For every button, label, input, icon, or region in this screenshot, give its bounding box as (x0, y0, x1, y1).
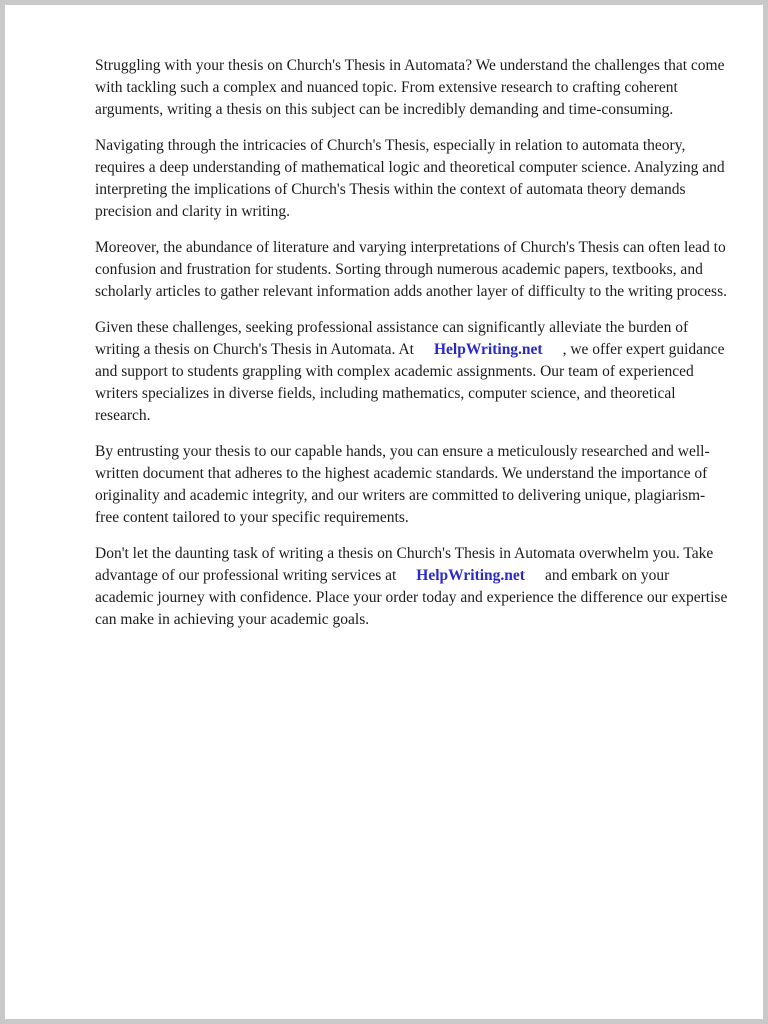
paragraph-6 (95, 543, 729, 631)
helpwriting-link[interactable]: HelpWriting.net (433, 341, 543, 358)
paragraph-text: , we offer expert guidance and support to students grappling with complex academic assignments. Our team of experienced writers specializes in diverse fields, including mathematics, computer science, and theoretical research. (95, 341, 725, 424)
paragraph-text: Given these challenges, seeking professional assistance can significantly alleviate the burden of writing a thesis on Church's Thesis in Automata. At (95, 319, 689, 358)
paragraph-text: Struggling with your thesis on Church's Thesis in Automata? We understand the challenges that come with tackling such a complex and nuanced topic. From extensive research to crafting coherent arguments, writing a thesis on this subject can be incredibly demanding and time-consuming. (95, 57, 725, 118)
paragraph-3 (95, 237, 729, 303)
document-page (5, 5, 763, 1019)
paragraph-4 (95, 317, 729, 427)
paragraph-1 (95, 55, 729, 121)
helpwriting-link[interactable]: HelpWriting.net (416, 567, 525, 584)
paragraph-5 (95, 441, 729, 529)
paragraph-text: By entrusting your thesis to our capable hands, you can ensure a meticulously researched and well-written document that adheres to the highest academic standards. We understand the importance of originality and academic integrity, and our writers are committed to delivering unique, plagiarism-free content tailored to your specific requirements. (95, 443, 710, 526)
paragraph-text: Navigating through the intricacies of Church's Thesis, especially in relation to automata theory, requires a deep understanding of mathematical logic and theoretical computer science. Analyzing and interpreting the implications of Church's Thesis within the context of automata theory demands precision and clarity in writing. (95, 137, 725, 220)
document-content (95, 55, 729, 645)
paragraph-text: and embark on your academic journey with confidence. Place your order today and experience the difference our expertise can make in achieving your academic goals. (95, 567, 728, 628)
paragraph-text: Don't let the daunting task of writing a thesis on Church's Thesis in Automata overwhelm you. Take advantage of our professional writing services at (95, 545, 714, 584)
paragraph-text: Moreover, the abundance of literature and varying interpretations of Church's Thesis can often lead to confusion and frustration for students. Sorting through numerous academic papers, textbooks, and scholarly articles to gather relevant information adds another layer of difficulty to the writing process. (95, 239, 727, 300)
paragraph-2 (95, 135, 729, 223)
